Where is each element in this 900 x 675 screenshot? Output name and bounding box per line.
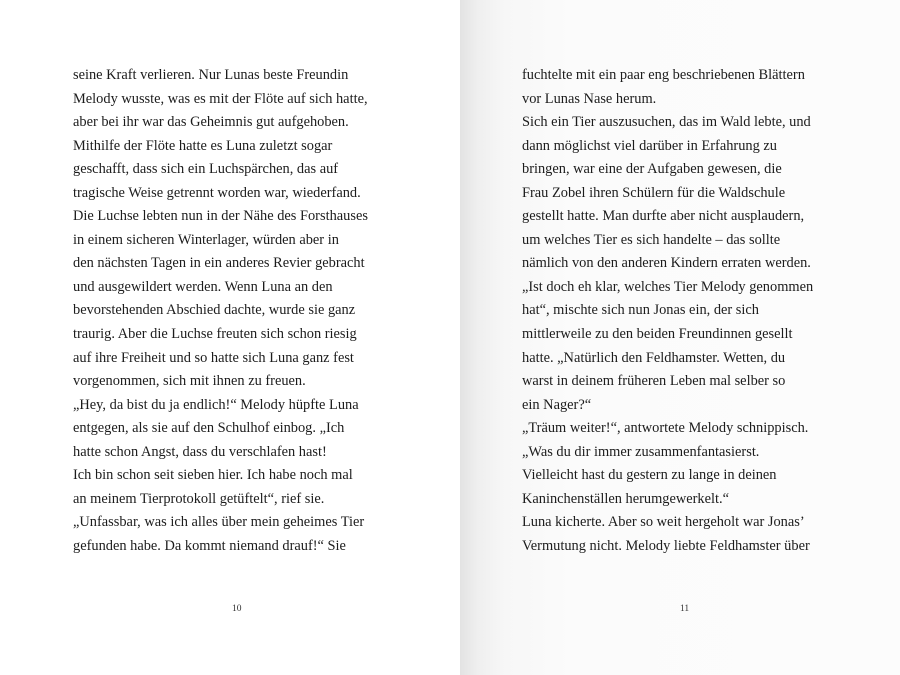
text-line: ein Nager?“ (522, 396, 592, 413)
text-line: warst in deinem früheren Leben mal selber so (522, 373, 786, 390)
text-line: Vermutung nicht. Melody liebte Feldhamster über (522, 537, 810, 554)
text-line: hat“, mischte sich nun Jonas ein, der sich (522, 302, 759, 319)
text-line: Vielleicht hast du gestern zu lange in deinen (522, 467, 777, 484)
text-line: in einem sicheren Winterlager, würden aber in (73, 231, 339, 248)
text-line: seine Kraft verlieren. Nur Lunas beste Freundin (73, 67, 349, 83)
text-line: geschafft, dass sich ein Luchspärchen, das auf (73, 161, 339, 178)
right-page-text (522, 64, 813, 558)
text-line: hatte. „Natürlich den Feldhamster. Wetten, du (522, 349, 786, 366)
text-line: gefunden habe. Da kommt niemand drauf!“ Sie (73, 537, 346, 554)
text-line: tragische Weise getrennt worden war, wiederfand. (73, 184, 361, 201)
text-line: aber bei ihr war das Geheimnis gut aufgehoben. (73, 114, 349, 131)
text-line: Sich ein Tier auszusuchen, das im Wald lebte, und (522, 114, 811, 131)
text-line: entgegen, als sie auf den Schulhof einbog. „Ich (73, 420, 345, 437)
right-page (460, 0, 900, 675)
text-line: „Ist doch eh klar, welches Tier Melody genommen (522, 278, 814, 295)
text-line: Kaninchenställen herumgewerkelt.“ (522, 490, 729, 507)
text-line: mittlerweile zu den beiden Freundinnen gesellt (522, 326, 793, 343)
text-line: bevorstehenden Abschied dachte, wurde sie ganz (73, 302, 356, 319)
text-line: und ausgewildert werden. Wenn Luna an den (73, 278, 333, 295)
text-line: Luna kicherte. Aber so weit hergeholt war Jonas’ (522, 514, 805, 531)
text-line: an meinem Tierprotokoll getüftelt“, rief sie. (73, 490, 325, 507)
text-line: Melody wusste, was es mit der Flöte auf sich hatte, (73, 90, 368, 107)
text-line: fuchtelte mit ein paar eng beschriebenen Blättern (522, 67, 805, 83)
text-line: auf ihre Freiheit und so hatte sich Luna ganz fest (73, 349, 354, 366)
text-line: traurig. Aber die Luchse freuten sich schon riesig (73, 326, 357, 343)
text-line: Die Luchse lebten nun in der Nähe des Forsthauses (73, 208, 368, 225)
text-line: den nächsten Tagen in ein anderes Revier gebracht (73, 255, 365, 272)
text-line: dann möglichst viel darüber in Erfahrung zu (522, 137, 777, 154)
text-line: nämlich von den anderen Kindern erraten werden. (522, 255, 811, 272)
text-line: gestellt hatte. Man durfte aber nicht ausplaudern, (522, 208, 805, 225)
text-line: Frau Zobel ihren Schülern für die Waldschule (522, 184, 786, 201)
text-line: Ich bin schon seit sieben hier. Ich habe noch mal (73, 467, 353, 484)
page-number-left: 10 (232, 604, 242, 614)
text-line: „Hey, da bist du ja endlich!“ Melody hüpfte Luna (73, 396, 359, 413)
text-line: vorgenommen, sich mit ihnen zu freuen. (73, 373, 306, 390)
left-page-text (73, 64, 368, 558)
text-line: „Unfassbar, was ich alles über mein geheimes Tier (73, 514, 365, 531)
page-number-right: 11 (680, 604, 690, 614)
text-line: „Träum weiter!“, antwortete Melody schnippisch. (522, 420, 809, 437)
text-line: Mithilfe der Flöte hatte es Luna zuletzt sogar (73, 137, 333, 154)
text-line: hatte schon Angst, dass du verschlafen hast! (73, 443, 327, 460)
text-line: vor Lunas Nase herum. (522, 90, 657, 107)
text-line: bringen, war eine der Aufgaben gewesen, die (522, 161, 782, 178)
text-line: um welches Tier es sich handelte – das sollte (522, 231, 781, 248)
text-line: „Was du dir immer zusammenfantasierst. (522, 443, 760, 460)
